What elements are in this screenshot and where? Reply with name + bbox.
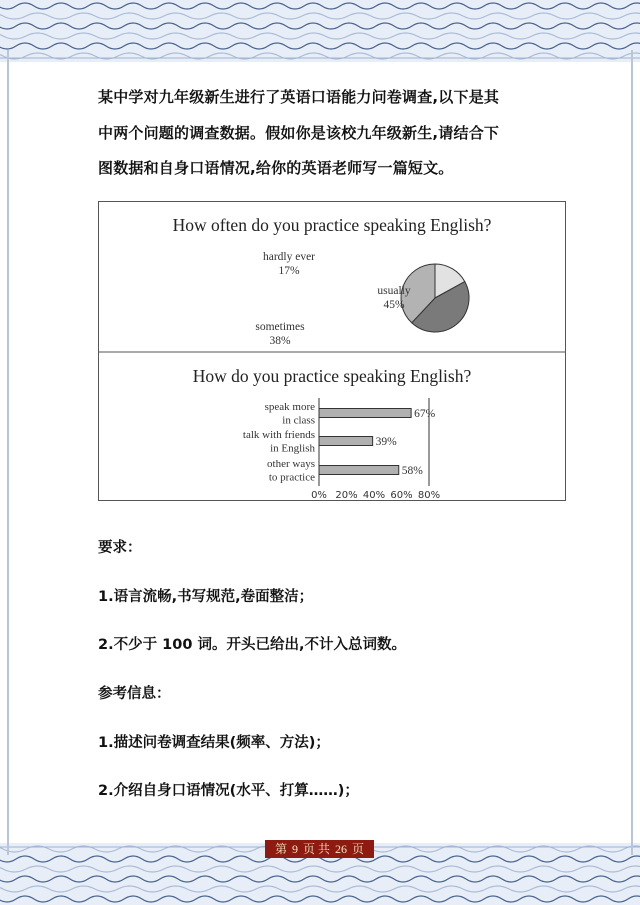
bar-category-label-1-0: talk with friends bbox=[242, 429, 315, 441]
requirement-item-2: 2.不少于 100 词。开头已给出,不计入总词数。 bbox=[98, 637, 406, 653]
page-prefix: 第 bbox=[274, 842, 287, 856]
pie-label-hardly-ever: hardly ever bbox=[262, 251, 316, 263]
page-number-badge bbox=[265, 840, 374, 858]
bar-x-tick-1: 20% bbox=[335, 490, 358, 500]
page-suffix: 页 bbox=[352, 842, 365, 856]
intro-line-3: 图数据和自身口语情况,给你的英语老师写一篇短文。 bbox=[98, 159, 454, 177]
intro-line-2: 中两个问题的调查数据。假如你是该校九年级新生,请结合下 bbox=[98, 123, 500, 142]
pie-chart bbox=[401, 264, 469, 332]
survey-figure bbox=[98, 201, 566, 501]
intro-paragraph bbox=[98, 80, 568, 187]
bar-category-label-0-1: in class bbox=[282, 414, 315, 427]
bar-chart bbox=[243, 398, 440, 500]
pie-value-hardly-ever: 17% bbox=[278, 265, 300, 277]
bar-category-label-2-1: to practice bbox=[268, 471, 315, 484]
intro-line-1: 某中学对九年级新生进行了英语口语能力问卷调查,以下是其 bbox=[98, 88, 500, 106]
bar-x-tick-3: 60% bbox=[390, 490, 413, 500]
pie-chart-title: How often do you practice speaking English? bbox=[172, 215, 492, 235]
requirements-heading: 要求： bbox=[98, 540, 142, 556]
page-mid: 页 共 bbox=[302, 842, 330, 856]
bar-value-label-2: 58% bbox=[401, 465, 423, 477]
bar-2 bbox=[319, 466, 399, 475]
survey-chart-svg bbox=[99, 202, 565, 500]
bar-category-label-0-0: speak more bbox=[264, 401, 315, 413]
bar-x-tick-0: 0% bbox=[311, 490, 327, 500]
pie-label-usually: usually bbox=[377, 285, 411, 297]
bar-chart-title: How do you practice speaking English? bbox=[192, 366, 472, 386]
left-border-line bbox=[7, 50, 9, 855]
bar-x-tick-2: 40% bbox=[362, 490, 386, 500]
bar-value-label-1: 39% bbox=[375, 436, 397, 448]
pie-value-sometimes: 38% bbox=[269, 335, 291, 347]
requirement-item-1: 1.语言流畅,书写规范,卷面整洁； bbox=[98, 589, 314, 605]
current-page: 9 bbox=[291, 842, 298, 856]
pie-value-usually: 45% bbox=[383, 299, 405, 311]
bar-1 bbox=[319, 437, 373, 446]
total-pages: 26 bbox=[335, 842, 347, 856]
bar-x-tick-4: 80% bbox=[417, 490, 441, 500]
bar-category-label-2-0: other ways bbox=[267, 458, 315, 470]
bar-category-label-1-1: in English bbox=[270, 442, 315, 455]
pie-label-sometimes: sometimes bbox=[255, 321, 305, 333]
bar-0 bbox=[319, 409, 411, 418]
reference-item-1: 1.描述问卷调查结果(频率、方法)； bbox=[98, 735, 330, 751]
wave-border-top bbox=[0, 0, 640, 62]
reference-heading: 参考信息： bbox=[98, 686, 171, 702]
bar-value-label-0: 67% bbox=[414, 408, 436, 420]
reference-item-2: 2.介绍自身口语情况(水平、打算……)； bbox=[98, 783, 359, 799]
right-border-line bbox=[631, 50, 633, 855]
